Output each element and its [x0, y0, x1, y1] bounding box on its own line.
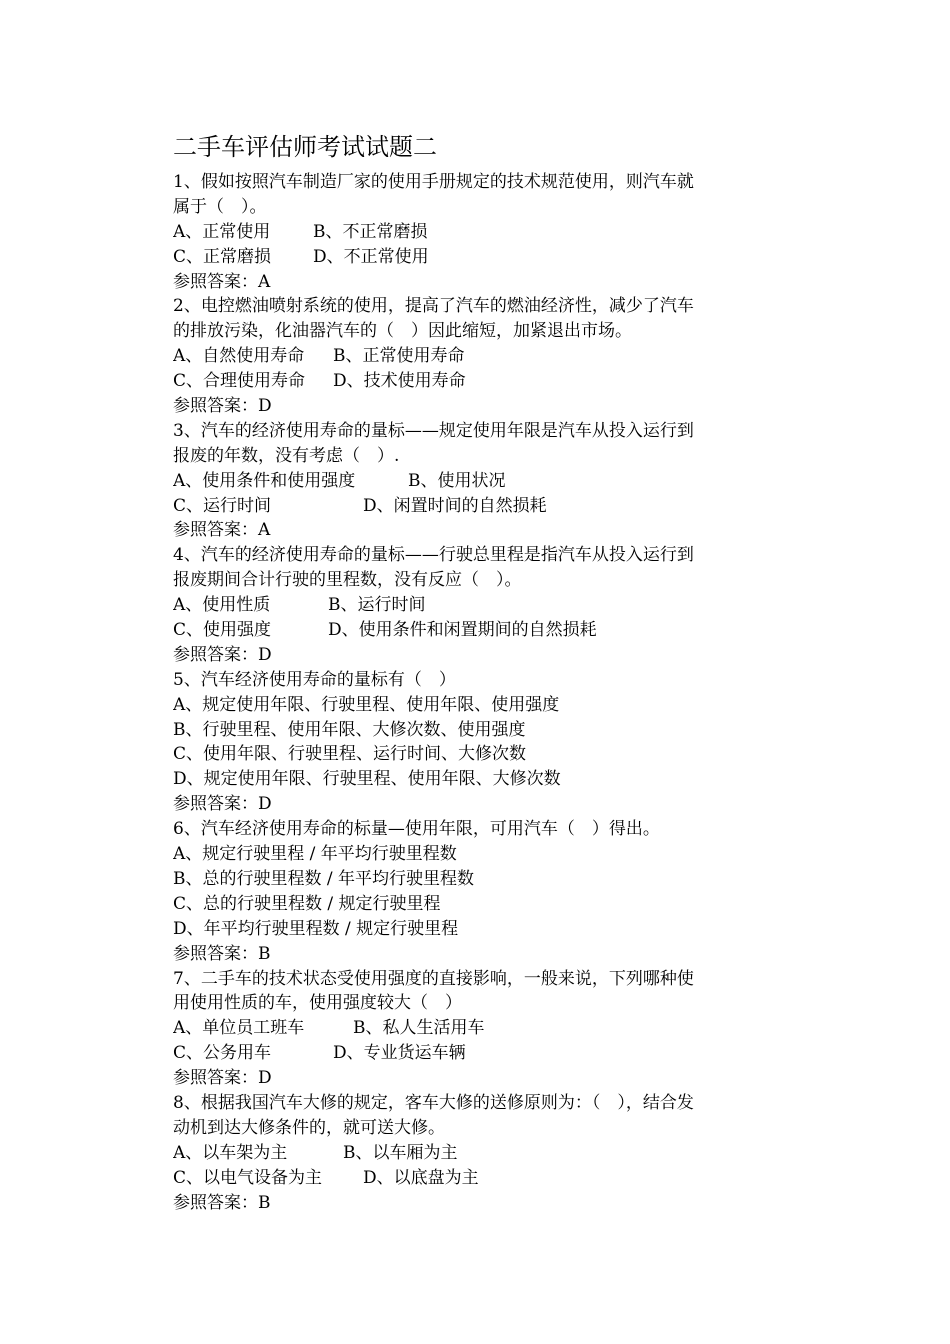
- question-stem-line: 报废的年数，没有考虑（ ）.: [173, 445, 400, 466]
- document-title: 二手车评估师考试试题二: [173, 133, 437, 161]
- answer-option: C、以电气设备为主: [173, 1167, 323, 1188]
- answer-option: B、私人生活用车: [353, 1018, 485, 1039]
- answer-option: C、公务用车: [173, 1043, 272, 1064]
- answer-option: D、技术使用寿命: [333, 371, 466, 392]
- reference-answer: 参照答案：D: [173, 644, 272, 665]
- question-8: [173, 1091, 783, 1215]
- question-7: [173, 967, 783, 1091]
- question-stem-line: 1、假如按照汽车制造厂家的使用手册规定的技术规范使用，则汽车就: [173, 172, 694, 192]
- answer-option: D、闲置时间的自然损耗: [363, 495, 547, 516]
- question-3: [173, 419, 783, 543]
- question-stem-line: 动机到达大修条件的，就可送大修。: [173, 1117, 445, 1138]
- question-list: [173, 170, 783, 1215]
- option-row: [173, 1141, 783, 1166]
- option-row: [173, 867, 783, 892]
- question-stem-line: 5、汽车经济使用寿命的量标有（ ）: [173, 669, 456, 690]
- answer-option: A、单位员工班车: [173, 1018, 305, 1039]
- option-row: [173, 718, 783, 743]
- answer-option: D、以底盘为主: [363, 1167, 479, 1188]
- answer-option: B、使用状况: [408, 470, 506, 491]
- answer-option: A、使用性质: [173, 595, 271, 616]
- option-row: [173, 220, 783, 245]
- answer-option: B、正常使用寿命: [333, 346, 465, 367]
- reference-answer: 参照答案：D: [173, 1068, 272, 1089]
- question-5: [173, 668, 783, 817]
- option-row: [173, 344, 783, 369]
- answer-option: B、总的行驶里程数 / 年平均行驶里程数: [173, 868, 475, 889]
- question-stem-line: 3、汽车的经济使用寿命的量标——规定使用年限是汽车从投入运行到: [173, 420, 694, 441]
- option-row: [173, 742, 783, 767]
- answer-option: D、专业货运车辆: [333, 1043, 466, 1064]
- answer-option: B、以车厢为主: [343, 1142, 458, 1163]
- option-row: [173, 917, 783, 942]
- answer-option: A、规定行驶里程 / 年平均行驶里程数: [173, 844, 457, 865]
- option-row: [173, 245, 783, 270]
- question-stem-line: 8、根据我国汽车大修的规定，客车大修的送修原则为：（ ），结合发: [173, 1092, 694, 1113]
- question-1: [173, 170, 783, 294]
- answer-option: B、运行时间: [328, 595, 426, 616]
- question-stem-line: 4、汽车的经济使用寿命的量标——行驶总里程是指汽车从投入运行到: [173, 545, 694, 566]
- answer-option: C、使用强度: [173, 620, 272, 641]
- option-row: [173, 494, 783, 519]
- option-row: [173, 842, 783, 867]
- option-row: [173, 693, 783, 718]
- answer-option: C、合理使用寿命: [173, 371, 306, 392]
- question-2: [173, 294, 783, 418]
- answer-option: A、以车架为主: [173, 1142, 288, 1163]
- answer-option: A、正常使用: [173, 221, 271, 242]
- answer-option: A、规定使用年限、行驶里程、使用年限、使用强度: [173, 694, 560, 715]
- option-row: [173, 1041, 783, 1066]
- answer-option: D、年平均行驶里程数 / 规定行驶里程: [173, 918, 459, 939]
- answer-option: C、使用年限、行驶里程、运行时间、大修次数: [173, 744, 527, 765]
- answer-option: B、不正常磨损: [313, 221, 428, 242]
- question-stem-line: 属于（ ）。: [173, 196, 267, 217]
- option-row: [173, 369, 783, 394]
- reference-answer: 参照答案：D: [173, 396, 272, 417]
- reference-answer: 参照答案：B: [173, 943, 271, 964]
- answer-option: A、使用条件和使用强度: [173, 470, 356, 491]
- option-row: [173, 618, 783, 643]
- answer-option: C、正常磨损: [173, 246, 272, 267]
- question-4: [173, 543, 783, 667]
- answer-option: B、行驶里程、使用年限、大修次数、使用强度: [173, 719, 526, 740]
- reference-answer: 参照答案：A: [173, 520, 271, 541]
- reference-answer: 参照答案：B: [173, 1192, 271, 1213]
- question-stem-line: 6、汽车经济使用寿命的标量—使用年限，可用汽车（ ）得出。: [173, 819, 660, 840]
- question-stem-line: 用使用性质的车，使用强度较大（ ）: [173, 993, 462, 1014]
- reference-answer: 参照答案：A: [173, 271, 271, 292]
- option-row: [173, 469, 783, 494]
- option-row: [173, 892, 783, 917]
- option-row: [173, 767, 783, 792]
- reference-answer: 参照答案：D: [173, 794, 272, 815]
- option-row: [173, 1166, 783, 1191]
- answer-option: D、不正常使用: [313, 246, 429, 267]
- question-stem-line: 7、二手车的技术状态受使用强度的直接影响，一般来说，下列哪种使: [173, 968, 694, 989]
- option-row: [173, 593, 783, 618]
- answer-option: D、规定使用年限、行驶里程、使用年限、大修次数: [173, 769, 561, 790]
- question-stem-line: 2、电控燃油喷射系统的使用，提高了汽车的燃油经济性，减少了汽车: [173, 296, 694, 317]
- document-page: [173, 130, 783, 1215]
- answer-option: C、运行时间: [173, 495, 272, 516]
- answer-option: D、使用条件和闲置期间的自然损耗: [328, 620, 597, 641]
- question-6: [173, 817, 783, 966]
- question-stem-line: 报废期间合计行驶的里程数，没有反应（ ）。: [173, 570, 522, 591]
- option-row: [173, 1016, 783, 1041]
- question-stem-line: 的排放污染，化油器汽车的（ ）因此缩短，加紧退出市场。: [173, 321, 632, 342]
- answer-option: A、自然使用寿命: [173, 346, 305, 367]
- answer-option: C、总的行驶里程数 / 规定行驶里程: [173, 893, 441, 914]
